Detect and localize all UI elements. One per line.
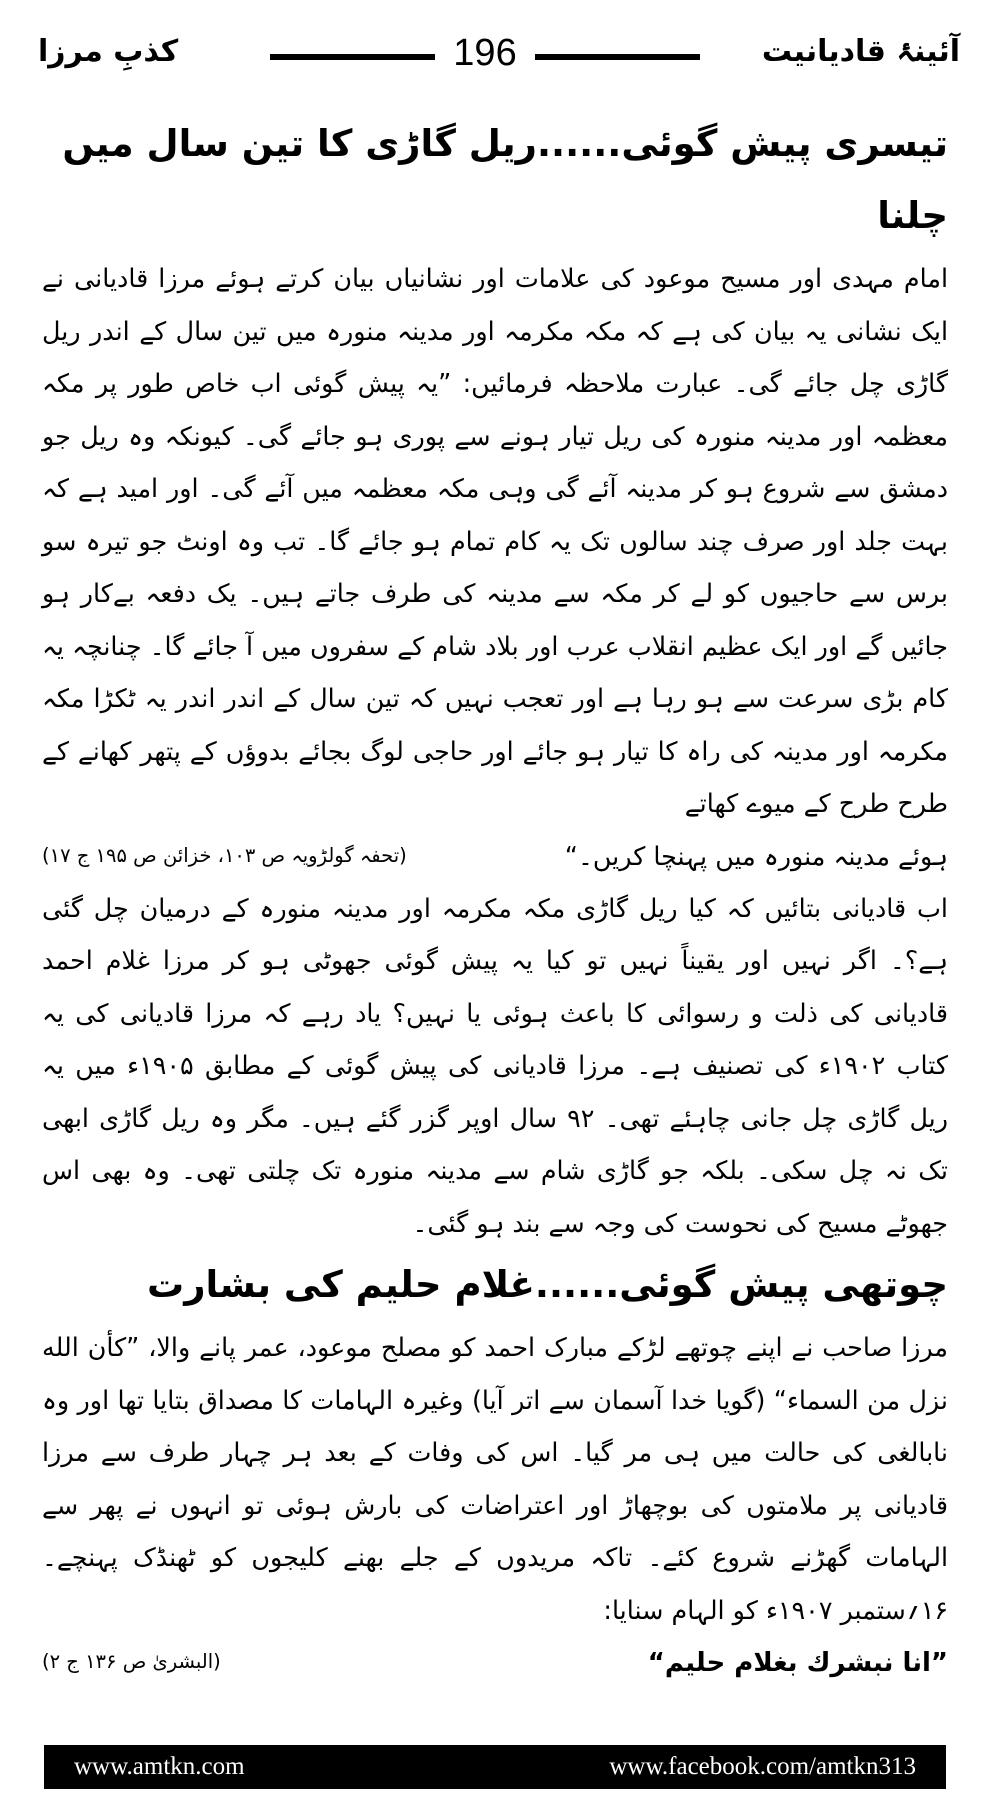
page-footer [44,1745,946,1789]
citation: (تحفہ گولڑویہ ص ۱۰۳، خزائن ص ۱۹۵ ج ۱۷) [42,843,407,867]
body-paragraph: مرزا صاحب نے اپنے چوتھے لڑکے مبارک احمد کو مصلح موعود، عمر پانے والا، ”کأن الله نزل من السماء“ (گویا خدا آسمان سے اتر آیا) وغیرہ الہامات کا مصداق بتایا تھا اور وہ نابالغی کی حالت میں ہی مر گیا۔ اس کی وفات کے بعد ہر چہار طرف سے مرزا قادیانی پر ملامتوں کی بوچھاڑ اور اعتراضات کی بارش ہوئی تو انہوں نے پھر سے الہامات گھڑنے شروع کئے۔ تاکہ مریدوں کے جلے بھنے کلیجوں کو ٹھنڈک پہنچے۔ ۱۶؍ستمبر ۱۹۰۷ء کو الہام سنایا: [42,1332,948,1625]
page-header [30,28,960,88]
section-heading-fourth-prophecy: چوتھی پیش گوئی......غلام حلیم کی بشارت [147,1263,948,1306]
quote-end-line [42,830,948,882]
body-paragraph: امام مہدی اور مسیح موعود کی علامات اور نشانیاں بیان کرتے ہوئے مرزا قادیانی نے ایک نشانی یہ بیان کی ہے کہ مکہ مکرمہ اور مدینہ منورہ میں تین سال کے اندر ریل گاڑی چل جائے گی۔ عبارت ملاحظہ فرمائیں: ”یہ پیش گوئی اب خاص طور پر مکہ معظمہ اور مدینہ منورہ کی ریل تیار ہونے سے پوری ہو جائے گی۔ کیونکہ وہ ریل جو دمشق سے شروع ہو کر مدینہ آئے گی وہی مکہ معظمہ میں آئے گی۔ اور امید ہے کہ بہت جلد اور صرف چند سالوں تک یہ کام تمام ہو جائے گا۔ تب وہ اونٹ جو تیرہ سو برس سے حاجیوں کو لے کر مکہ سے مدینہ کی طرف جاتے ہیں۔ یک دفعہ بےکار ہو جائیں گے اور ایک عظیم انقلاب عرب اور بلاد شام کے سفروں میں آ جائے گا۔ چنانچہ یہ کام بڑی سرعت سے ہو رہا ہے اور تعجب نہیں کہ تین سال کے اندر اندر یہ ٹکڑا مکہ مکرمہ اور مدینہ کی راہ کا تیار ہو جائے اور حاجی لوگ بجائے بدوؤں کے پتھر کھانے کے طرح طرح کے میوے کھاتے [42,263,948,818]
citation: (البشریٰ ص ۱۳۶ ج ۲) [42,1650,221,1673]
page-number-rule [270,28,700,78]
arabic-quote: ”انا نبشرك بغلام حليم“ [647,1648,948,1678]
section-heading-third-prophecy: تیسری پیش گوئی......ریل گاڑی کا تین سال میں چلنا [62,122,948,237]
page-body [42,108,948,1689]
page-number: 196 [453,32,517,74]
quote-ending: ہوئے مدینہ منورہ میں پہنچا کریں۔“ [564,840,948,871]
book-title: آئینۂ قادیانیت [761,34,960,69]
facebook-link[interactable]: www.facebook.com/amtkn313 [609,1753,916,1780]
quote-line [42,1636,948,1689]
chapter-title: کذبِ مرزا [38,34,179,69]
body-paragraph: اب قادیانی بتائیں کہ کیا ریل گاڑی مکہ مکرمہ اور مدینہ منورہ کے درمیان چل گئی ہے؟۔ اگر نہیں اور یقیناً نہیں تو کیا یہ پیش گوئی جھوٹی ہو کر مرزا غلام احمد قادیانی کی ذلت و رسوائی کا باعث ہوئی یا نہیں؟ یاد رہے کہ مرزا قادیانی کی یہ کتاب ۱۹۰۲ء کی تصنیف ہے۔ مرزا قادیانی کی پیش گوئی کے مطابق ۱۹۰۵ء میں یہ ریل گاڑی چل جانی چاہئے تھی۔ ۹۲ سال اوپر گزر گئے ہیں۔ مگر وہ ریل گاڑی ابھی تک نہ چل سکی۔ بلکہ جو گاڑی شام سے مدینہ منورہ تک چلتی تھی۔ وہ بھی اس جھوٹے مسیح کی نحوست کی وجہ سے بند ہو گئی۔ [42,892,948,1238]
website-link[interactable]: www.amtkn.com [74,1753,245,1780]
